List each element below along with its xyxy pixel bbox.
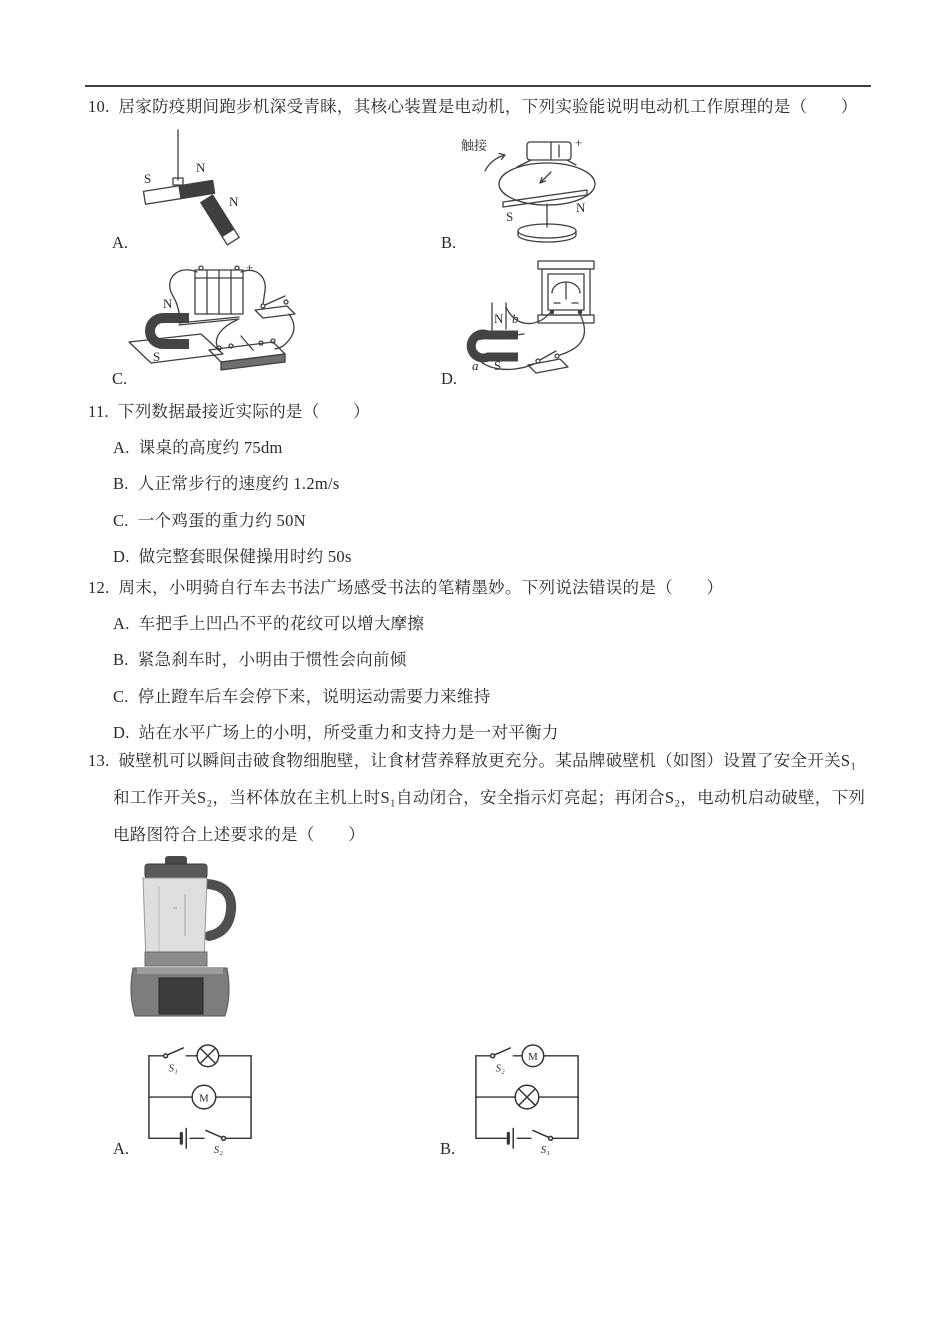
needle-pole-s: S (506, 209, 514, 224)
galvanometer-icon (538, 261, 594, 323)
question-number: 11. (88, 402, 109, 421)
motor-principle-figure (115, 262, 300, 382)
base-top (137, 968, 223, 974)
motor-icon (522, 1045, 544, 1067)
question-13-stem-line3: 电路图符合上述要求的是（ ） (113, 825, 365, 844)
option-c-label: C. (112, 369, 128, 388)
pole-label-n: N (196, 160, 206, 175)
switch-s2-label: S₂ (213, 1144, 223, 1157)
option-a-label: A. (112, 233, 129, 252)
q12-option-a: A. 车把手上凹凸不平的花纹可以增大摩擦 (113, 614, 425, 633)
needle-pole-n: N (576, 200, 586, 215)
question-11-stem (88, 402, 370, 421)
battery-icon (181, 1129, 186, 1149)
question-12-stem (88, 578, 723, 597)
pole-label-n2: N (229, 194, 239, 209)
wire-switch-rheostat (275, 314, 294, 349)
question-number: 10. (88, 97, 110, 116)
rheostat-icon (209, 336, 285, 370)
option-b-label: B. (441, 233, 457, 252)
switch-s2-icon (206, 1130, 226, 1140)
battery-icon (508, 1129, 513, 1149)
rod-end-a-label: a (472, 358, 479, 373)
current-arrow (540, 172, 551, 183)
pole-label-s: S (494, 358, 502, 373)
annotation-label: 触接 (461, 138, 488, 153)
pole-label-n: N (163, 296, 173, 311)
switch-s1-label: S₁ (540, 1144, 550, 1157)
wire-left (170, 270, 197, 320)
rod-end-b-label: b (512, 311, 519, 326)
pole-label-s: S (153, 349, 161, 364)
motor-icon (192, 1085, 216, 1109)
pole-label-s: S (144, 171, 152, 186)
question-10-stem (88, 97, 858, 116)
option-d-label: D. (441, 369, 458, 388)
pole-label-n: N (494, 311, 504, 326)
induction-experiment-figure (448, 257, 633, 382)
q11-option-c: C. 一个鸡蛋的重力约 50N (113, 511, 306, 530)
blender-image (103, 856, 258, 1024)
jar-handle (207, 884, 231, 936)
top-divider (85, 85, 871, 87)
q12-option-d: D. 站在水平广场上的小明，所受重力和支持力是一对平衡力 (113, 723, 559, 742)
switch-s1-label: S₁ (168, 1062, 178, 1075)
oersted-experiment-figure (455, 134, 600, 246)
svg-text:M: M (199, 1092, 209, 1105)
battery-pack-icon (195, 266, 243, 314)
question-number: 13. (88, 751, 110, 770)
question-13-stem-line1: 13. 破壁机可以瞬间击破食物细胞壁，让食材营养释放更充分。某品牌破壁机（如图）设置了安全开关S₁ (88, 751, 857, 770)
circuit-b-label: B. (440, 1139, 456, 1158)
wire-galvanometer-switch (560, 314, 584, 355)
rotation-arrow (485, 154, 505, 172)
switch-s2-label: S₂ (495, 1062, 505, 1075)
circuit-a-label: A. (113, 1139, 130, 1158)
lid (145, 864, 207, 878)
jar (143, 878, 207, 962)
q11-option-d: D. 做完整套眼保健操用时约 50s (113, 547, 352, 566)
q11-option-b: B. 人正常步行的速度约 1.2m/s (113, 474, 340, 493)
question-13-stem-line2: 和工作开关S₂，当杯体放在主机上时S₁自动闭合，安全指示灯亮起；再闭合S₂，电动机启动破壁，下列 (113, 788, 866, 807)
q12-option-b: B. 紧急刹车时，小明由于惯性会向前倾 (113, 650, 407, 669)
switch-s1-icon (164, 1048, 184, 1058)
switch-s2-icon (491, 1048, 511, 1058)
q12-option-c: C. 停止蹬车后车会停下来，说明运动需要力来维持 (113, 687, 491, 706)
jar-collar (145, 952, 207, 966)
wire-loop (499, 163, 595, 205)
question-text: 周末，小明骑自行车去书法广场感受书法的笔精墨妙。下列说法错误的是（ ） (118, 578, 724, 597)
battery-plus-label: + (575, 135, 583, 150)
circuit-diagram-b (468, 1046, 586, 1156)
battery-plus-label: + (246, 260, 254, 275)
horseshoe-magnet-icon (150, 318, 189, 344)
question-text: 居家防疫期间跑步机深受青睐，其核心装置是电动机，下列实验能说明电动机工作原理的是（ ） (118, 97, 858, 116)
svg-text:M: M (528, 1051, 538, 1064)
wire-right (241, 270, 265, 304)
lamp-icon (515, 1085, 539, 1109)
circuit-diagram-a (141, 1046, 259, 1156)
lamp-icon (197, 1045, 219, 1067)
question-number: 12. (88, 578, 110, 597)
q11-option-a: A. 课桌的高度约 75dm (113, 438, 283, 457)
magnet-repulsion-figure (142, 130, 242, 245)
switch-s1-icon (533, 1130, 553, 1140)
question-text: 下列数据最接近实际的是（ ） (117, 402, 370, 421)
control-panel (159, 978, 203, 1014)
